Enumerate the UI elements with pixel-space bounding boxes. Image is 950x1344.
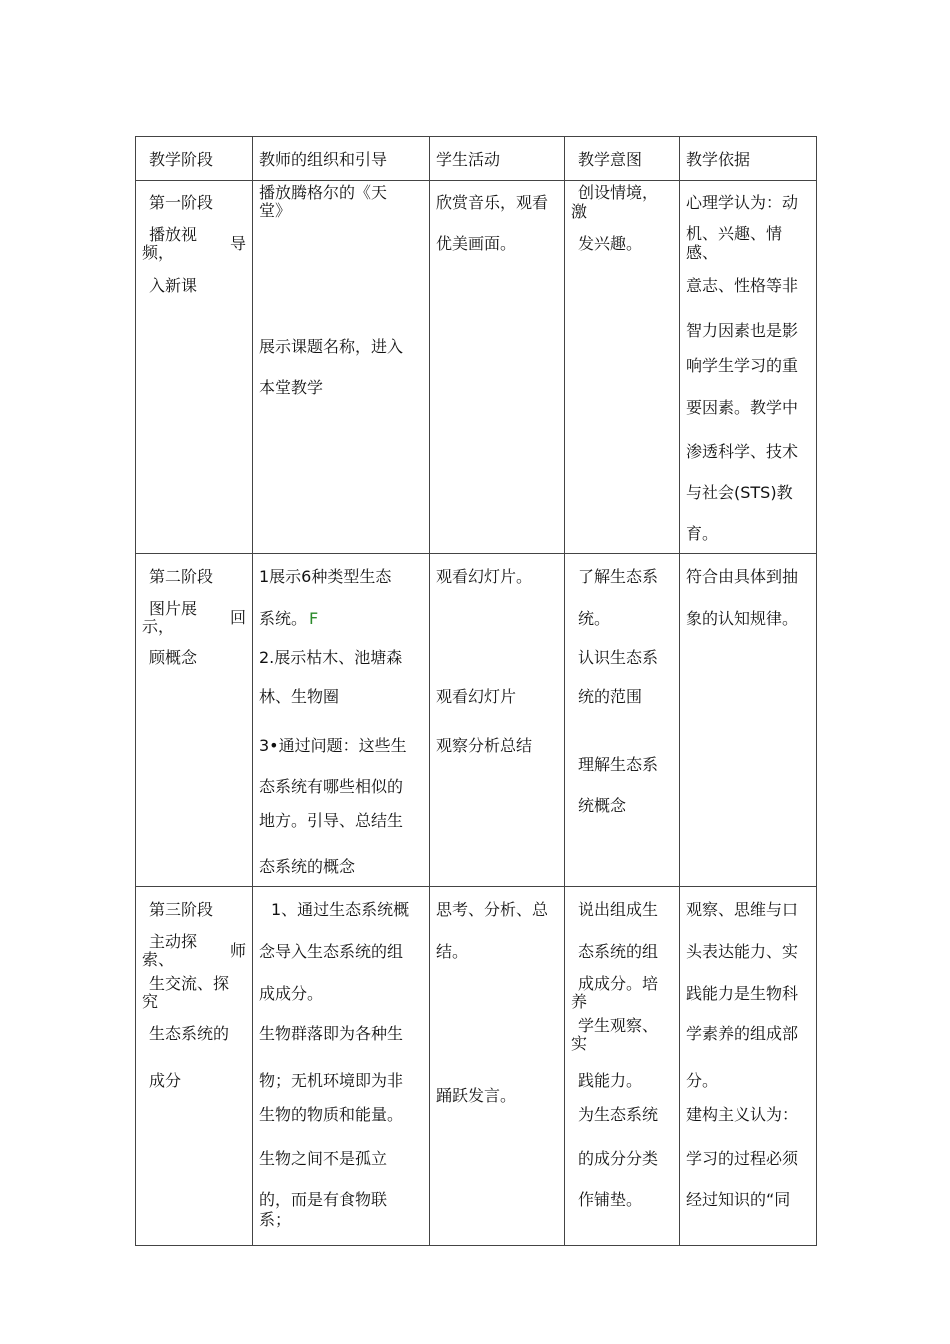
teacher-line: 播放腾格尔的《天 [259,183,388,202]
stage-line: 导 [230,234,247,253]
basis-line: 响学生学习的重 [686,356,799,375]
intent-line: 说出组成生 [578,900,659,919]
basis-line: 建构主义认为： [686,1105,799,1124]
student-line: 结。 [436,942,469,961]
basis-line: 象的认知规律。 [686,609,799,628]
header-intent: 教学意图 [578,150,643,169]
student-line: 观看幻灯片。 [436,567,533,586]
teacher-line: 3•通过问题：这些生 [259,736,407,755]
student-line: 欣赏音乐，观看 [436,193,549,212]
table-row [136,181,817,554]
basis-line: 要因素。教学中 [686,398,799,417]
lesson-plan-table [135,136,817,1246]
intent-line: 统的范围 [578,687,643,706]
intent-line: 养 [571,992,588,1011]
stage-line: 播放视 [149,225,198,244]
basis-line: 育。 [686,524,719,543]
basis-line: 心理学认为：动 [686,193,799,212]
basis-line: 与社会(STS)教 [686,483,793,502]
intent-line: 实 [571,1034,588,1053]
stage-line: 示， [142,617,175,636]
intent-line: 态系统的组 [578,942,659,961]
intent-line: 成成分。培 [578,974,659,993]
basis-line: 渗透科学、技术 [686,442,799,461]
basis-line: 学素养的组成部 [686,1024,799,1043]
basis-line: 智力因素也是影 [686,321,799,340]
header-cell [680,137,817,181]
teacher-line: 系； [259,1210,292,1229]
stage-line: 成分 [149,1071,182,1090]
basis-line: 机、兴趣、情 [686,224,783,243]
intent-cell [565,887,680,1246]
intent-line: 为生态系统 [578,1105,659,1124]
intent-line: 践能力。 [578,1071,643,1090]
basis-line: 践能力是生物科 [686,984,799,1003]
teacher-line: 系统。 [259,609,308,628]
basis-line: 头表达能力、实 [686,942,799,961]
intent-line: 学生观察、 [578,1016,659,1035]
teacher-cell [253,554,430,887]
header-cell [565,137,680,181]
teacher-line: 态系统的概念 [259,857,356,876]
header-stage: 教学阶段 [149,150,214,169]
header-basis: 教学依据 [686,150,751,169]
student-line: 思考、分析、总 [436,900,549,919]
intent-line: 了解生态系 [578,567,659,586]
header-cell [253,137,430,181]
header-cell [430,137,565,181]
stage-line: 主动探 [149,932,198,951]
stage-line: 究 [142,992,159,1011]
stage-line: 图片展 [149,599,198,618]
stage-line: 入新课 [149,276,198,295]
basis-line: 经过知识的“同 [686,1190,791,1209]
student-line: 观察分析总结 [436,736,533,755]
teacher-line: 念导入生态系统的组 [259,942,404,961]
basis-cell [680,887,817,1246]
intent-line: 发兴趣。 [578,234,643,253]
teacher-line: 生物的物质和能量。 [259,1105,404,1124]
stage-cell [136,554,253,887]
student-cell [430,181,565,554]
stage-line: 生态系统的 [149,1024,230,1043]
teacher-line: 生物之间不是孤立 [259,1149,388,1168]
stage-line: 索、 [142,950,175,969]
intent-line: 的成分分类 [578,1149,659,1168]
intent-line: 统。 [578,609,611,628]
intent-line: 激 [571,202,588,221]
header-teacher: 教师的组织和引导 [259,150,388,169]
basis-cell [680,181,817,554]
stage-line: 第二阶段 [149,567,214,586]
header-student: 学生活动 [436,150,501,169]
teacher-line: 1展示6种类型生态 [259,567,392,586]
stage-line: 频， [142,243,175,262]
stage-line: 第三阶段 [149,900,214,919]
basis-line: 感、 [686,243,719,262]
table-row [136,887,817,1246]
teacher-line: 1、通过生态系统概 [271,900,410,919]
basis-line: 意志、性格等非 [686,276,799,295]
teacher-line: 本堂教学 [259,378,324,397]
stage-line: 生交流、探 [149,974,230,993]
teacher-cell [253,181,430,554]
stage-line: 回 [230,608,247,627]
header-cell [136,137,253,181]
intent-line: 统概念 [578,796,627,815]
teacher-line: 态系统有哪些相似的 [259,777,404,796]
intent-line: 理解生态系 [578,755,659,774]
intent-line: 认识生态系 [578,648,659,667]
stage-cell [136,887,253,1246]
teacher-line-marker: F [309,609,319,628]
intent-line: 作铺垫。 [578,1190,643,1209]
student-line: 踊跃发言。 [436,1086,517,1105]
teacher-line: 展示课题名称，进入 [259,337,404,356]
teacher-line: 成成分。 [259,984,324,1003]
teacher-line: 地方。引导、总结生 [259,811,404,830]
basis-line: 观察、思维与口 [686,900,799,919]
basis-line: 分。 [686,1071,719,1090]
teacher-cell [253,887,430,1246]
teacher-line: 林、生物圈 [259,687,340,706]
teacher-line: 堂》 [259,201,292,220]
intent-cell [565,181,680,554]
teacher-line: 生物群落即为各种生 [259,1024,404,1043]
teacher-line: 物；无机环境即为非 [259,1071,404,1090]
teacher-line: 的，而是有食物联 [259,1190,388,1209]
student-line: 观看幻灯片 [436,687,517,706]
intent-cell [565,554,680,887]
student-cell [430,554,565,887]
student-cell [430,887,565,1246]
intent-line: 创设情境， [578,183,659,202]
table-header-row [136,137,817,181]
stage-line: 第一阶段 [149,193,214,212]
basis-line: 学习的过程必须 [686,1149,799,1168]
basis-cell [680,554,817,887]
basis-line: 符合由具体到抽 [686,567,799,586]
stage-line: 师 [230,941,247,960]
student-line: 优美画面。 [436,234,517,253]
stage-line: 顾概念 [149,648,198,667]
stage-cell [136,181,253,554]
table-row [136,554,817,887]
teacher-line: 2.展示枯木、池塘森 [259,648,403,667]
